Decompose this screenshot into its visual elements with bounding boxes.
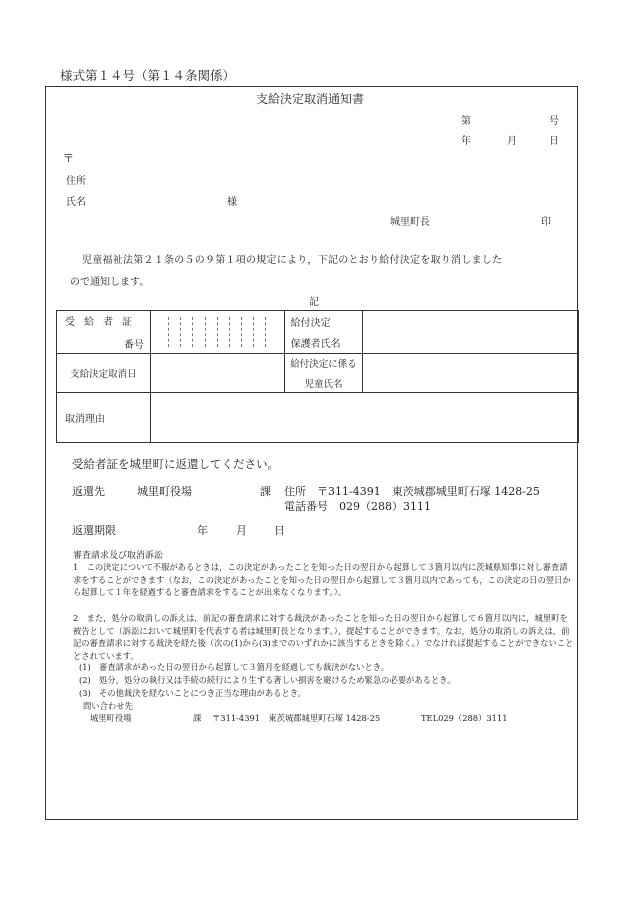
honorific: 様	[227, 197, 237, 208]
ki-heading: 記	[309, 297, 319, 308]
appeal-sub-1: (1) 審査請求があった日の翌日から起算して３箇月を経過しても裁決がないとき。	[79, 662, 390, 672]
cert-label-line1: 受給者証	[65, 317, 141, 328]
return-to-phone: 電話番号 029（288）3111	[284, 500, 431, 513]
appeal-sub-2: (2) 処分，処分の執行又は手続の続行により生ずる著しい損害を避けるため緊急の必要があるとき。	[79, 675, 456, 685]
form-number: 様式第１４号（第１４条関係）	[60, 68, 236, 83]
return-to-section: 課	[260, 485, 271, 498]
contact-section: 課	[193, 713, 202, 723]
child-label-line1: 給付決定に係る	[290, 359, 357, 370]
child-label-line2: 児童氏名	[304, 379, 343, 390]
contact-tel: TEL029（288）3111	[421, 713, 508, 723]
contact-address: 〒311-4391 東茨城郡城里町石塚 1428-25	[212, 713, 381, 723]
deadline-day: 日	[274, 524, 285, 537]
deadline-year: 年	[197, 524, 208, 537]
page-title: 支給決定取消通知書	[256, 92, 365, 106]
return-to-office: 城里町役場	[137, 485, 192, 498]
appeal-heading: 審査請求及び取消訴訟	[73, 551, 164, 561]
cert-number-field[interactable]	[150, 311, 284, 354]
cert-label-line2: 番号	[123, 340, 144, 351]
doc-number-suffix: 号	[549, 116, 559, 127]
info-table	[56, 310, 579, 443]
cancel-date-label: 支給決定取消日	[57, 354, 151, 393]
postal-mark: 〒	[63, 152, 74, 165]
return-notice: 受給者証を城里町に返還してください。	[72, 457, 279, 471]
address-label: 住所	[66, 176, 86, 187]
date-year: 年	[461, 136, 471, 147]
guardian-label-line2: 保護者氏名	[284, 332, 363, 354]
appeal-item-1: 1 この決定について不服があるときは，この決定があったことを知った日の翌日から起算して３箇月以内に茨城県知事に対し審査請求をすることができます（なお，この決定があったことを知った日の翌日から起算して３箇月以内であっても，この決定の日の翌日から起算して１年を経過すると審査請求をすることが出来なくなります。）。	[73, 562, 571, 597]
contact-label: 問い合わせ先	[83, 701, 133, 711]
body-text-line-2: ので通知します。	[70, 277, 150, 288]
date-day: 日	[549, 136, 559, 147]
reason-label: 取消理由	[57, 393, 151, 443]
child-name-field[interactable]	[363, 354, 579, 393]
deadline-month: 月	[236, 524, 247, 537]
seal-mark: 印	[541, 217, 551, 228]
cancel-date-field[interactable]	[150, 354, 284, 393]
doc-number-prefix: 第	[461, 116, 471, 127]
contact-office: 城里町役場	[90, 713, 132, 723]
cert-number-label-cell	[57, 311, 151, 354]
cert-number-digit-boxes	[157, 317, 278, 347]
date-month: 月	[507, 136, 517, 147]
child-label-cell	[284, 354, 363, 393]
guardian-label-line1: 給付決定	[284, 311, 363, 333]
issuer: 城里町長	[390, 217, 430, 228]
deadline-label: 返還期限	[72, 524, 116, 537]
name-label: 氏名	[66, 197, 86, 208]
return-to-address: 住所 〒311-4391 東茨城郡城里町石塚 1428-25	[284, 485, 540, 498]
return-to-label: 返還先	[72, 485, 105, 498]
appeal-sub-3: (3) その他裁決を経ないことにつき正当な理由があるとき。	[79, 688, 306, 698]
appeal-item-2: 2 また，処分の取消しの訴えは，前記の審査請求に対する裁決があったことを知った日の翌日から起算して６箇月以内に，城里町を被告として（訴訟において城里町を代表する者は城里町長となります。），提起することができます。なお，処分の取消しの訴えは，前記の審査請求に対する裁決を経た後（次の(1)から(3)までのいずれかに該当するときを除く。）でなければ提起することができないこととされています。	[73, 613, 574, 661]
reason-field[interactable]	[150, 393, 578, 443]
guardian-name-field[interactable]	[363, 311, 579, 354]
body-text-line-1: 児童福祉法第２１条の５の９第１項の規定により，下記のとおり給付決定を取り消しました	[82, 255, 503, 266]
